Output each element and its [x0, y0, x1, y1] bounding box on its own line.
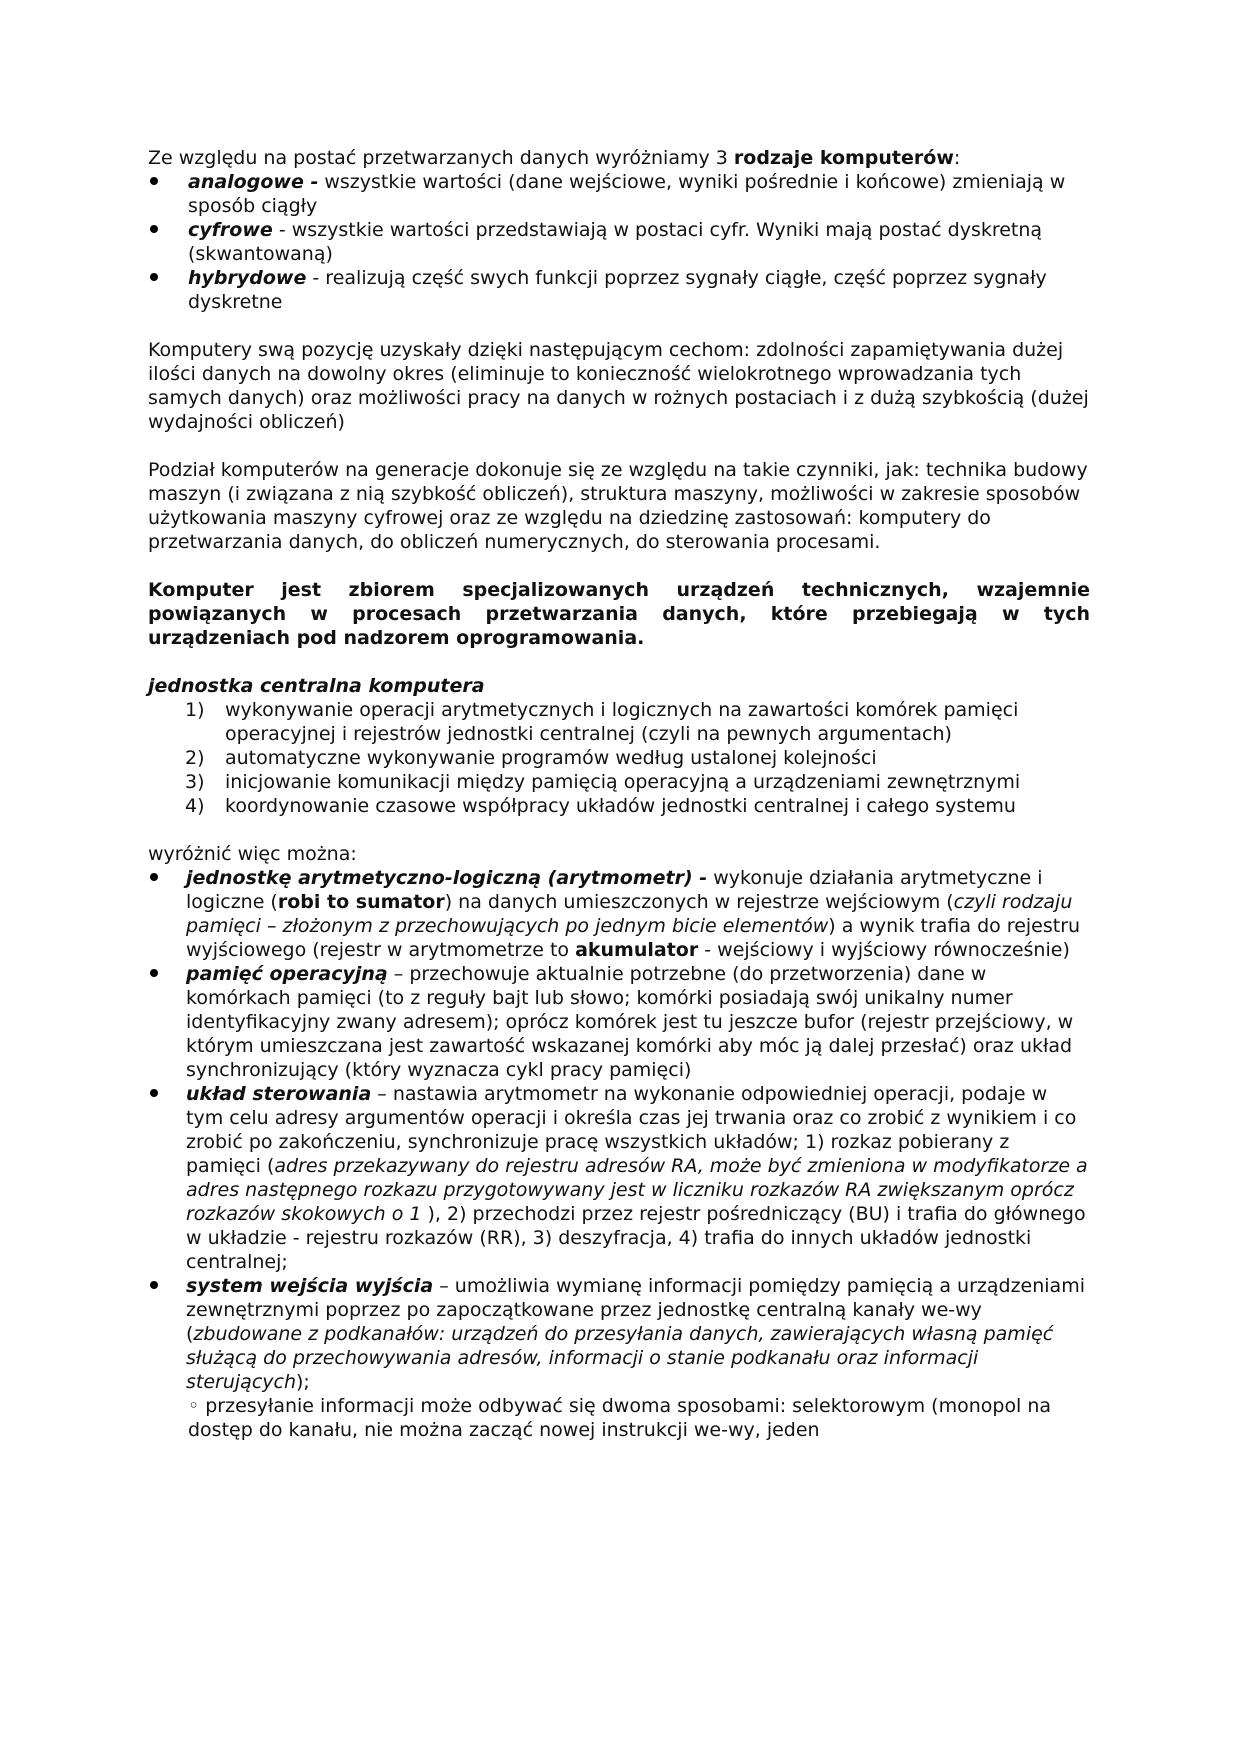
cpu-functions-list: [148, 698, 1090, 818]
intro-bold: rodzaje komputerów: [733, 147, 954, 169]
list-item: 2) automatyczne wykonywanie programów według ustalonej kolejności: [185, 747, 877, 769]
list-item: hybrydowe - realizują część swych funkcji poprzez sygnały ciągłe, część poprzez sygnały dyskretne: [148, 266, 1090, 314]
paragraph-generations: Podział komputerów na generacje dokonuje się ze względu na takie czynniki, jak: technika budowy maszyn (i związana z nią szybkość obliczeń), struktura maszyny, możliwości w zakresie sposobów użytkowania maszyny cyfrowej oraz ze względu na dziedzinę zastosowań: komputery do przetwarzania danych, do obliczeń numerycznych, do sterowania procesami.: [148, 459, 1088, 553]
definition-paragraph: Komputer jest zbiorem specjalizowanych urządzeń technicznych, wzajemnie powiązanych w procesach przetwarzania danych, które przebiegają w tych urządzeniach pod nadzorem oprogramowania.: [148, 579, 1090, 649]
cpu-heading: jednostka centralna komputera: [148, 675, 485, 697]
list-item: analogowe - wszystkie wartości (dane wejściowe, wyniki pośrednie i końcowe) zmieniają w sposób ciągły: [148, 170, 1090, 218]
list-item: system wejścia wyjścia – umożliwia wymianę informacji pomiędzy pamięcią a urządzeniami zewnętrznymi poprzez po zapoczątkowane przez jednostkę centralną kanały we-wy (zbudowane z podkanałów: urządzeń do przesyłania danych, zawierających własną pamięć służącą do przechowywania adresów, informacji o stanie podkanału oraz informacji sterujących); ◦ przesyłanie informacji może odbywać się dwoma sposobami: selektorowym (monopol na dostęp do kanału, nie można zacząć nowej instrukcji we-wy, jeden: [148, 1274, 1090, 1442]
list-item: jednostkę arytmetyczno-logiczną (arytmometr) - wykonuje działania arytmetyczne i logiczne (robi to sumator) na danych umieszczonych w rejestrze wejściowym (czyli rodzaju pamięci – złożonym z przechowujących po jednym bicie elementów) a wynik trafia do rejestru wyjściowego (rejestr w arytmometrze to akumulator - wejściowy i wyjściowy równocześnie): [148, 866, 1090, 962]
list-item: cyfrowe - wszystkie wartości przedstawiają w postaci cyfr. Wyniki mają postać dyskretną (skwantowaną): [148, 218, 1090, 266]
list-item: 1) wykonywanie operacji arytmetycznych i logicznych na zawartości komórek pamięci operacyjnej i rejestrów jednostki centralnej (czyli na pewnych argumentach): [185, 699, 1019, 745]
list-item: pamięć operacyjną – przechowuje aktualnie potrzebne (do przetworzenia) dane w komórkach pamięci (to z reguły bajt lub słowo; komórki posiadają swój unikalny numer identyfikacyjny zwany adresem); oprócz komórek jest tu jeszcze bufor (rejestr przejściowy, w którym umieszczana jest zawartość wskazanej komórki aby móc ją dalej przesłać) oraz układ synchronizujący (który wyznacza cykl pracy pamięci): [148, 962, 1090, 1082]
components-intro: wyróżnić więc można:: [148, 843, 357, 865]
components-list: [148, 866, 1090, 1442]
computer-types-list: [148, 170, 1090, 314]
paragraph-features: Komputery swą pozycję uzyskały dzięki następującym cechom: zdolności zapamiętywania dużej ilości danych na dowolny okres (eliminuje to konieczność wielokrotnego wprowadzania tych samych danych) oraz możliwości pracy na danych w rożnych postaciach i z dużą szybkością (dużej wydajności obliczeń): [148, 339, 1089, 433]
list-item: 3) inicjowanie komunikacji między pamięcią operacyjną a urządzeniami zewnętrznymi: [185, 771, 1021, 793]
list-item: 4) koordynowanie czasowe współpracy układów jednostki centralnej i całego systemu: [185, 795, 1016, 817]
intro-paragraph: Ze względu na postać przetwarzanych danych wyróżniamy 3 rodzaje komputerów:: [148, 147, 961, 169]
sub-list-item: ◦ przesyłanie informacji może odbywać się dwoma sposobami: selektorowym (monopol na dostęp do kanału, nie można zacząć nowej instrukcji we-wy, jeden: [188, 1394, 1090, 1442]
list-item: układ sterowania – nastawia arytmometr na wykonanie odpowiedniej operacji, podaje w tym celu adresy argumentów operacji i określa czas jej trwania oraz co zrobić z wynikiem i co zrobić po zakończeniu, synchronizuje pracę wszystkich układów; 1) rozkaz pobierany z pamięci (adres przekazywany do rejestru adresów RA, może być zmieniona w modyfikatorze a adres następnego rozkazu przygotowywany jest w liczniku rozkazów RA zwiększanym oprócz rozkazów skokowych o 1 ), 2) przechodzi przez rejestr pośredniczący (BU) i trafia do głównego w układzie - rejestru rozkazów (RR), 3) deszyfracja, 4) trafia do innych układów jednostki centralnej;: [148, 1082, 1090, 1274]
